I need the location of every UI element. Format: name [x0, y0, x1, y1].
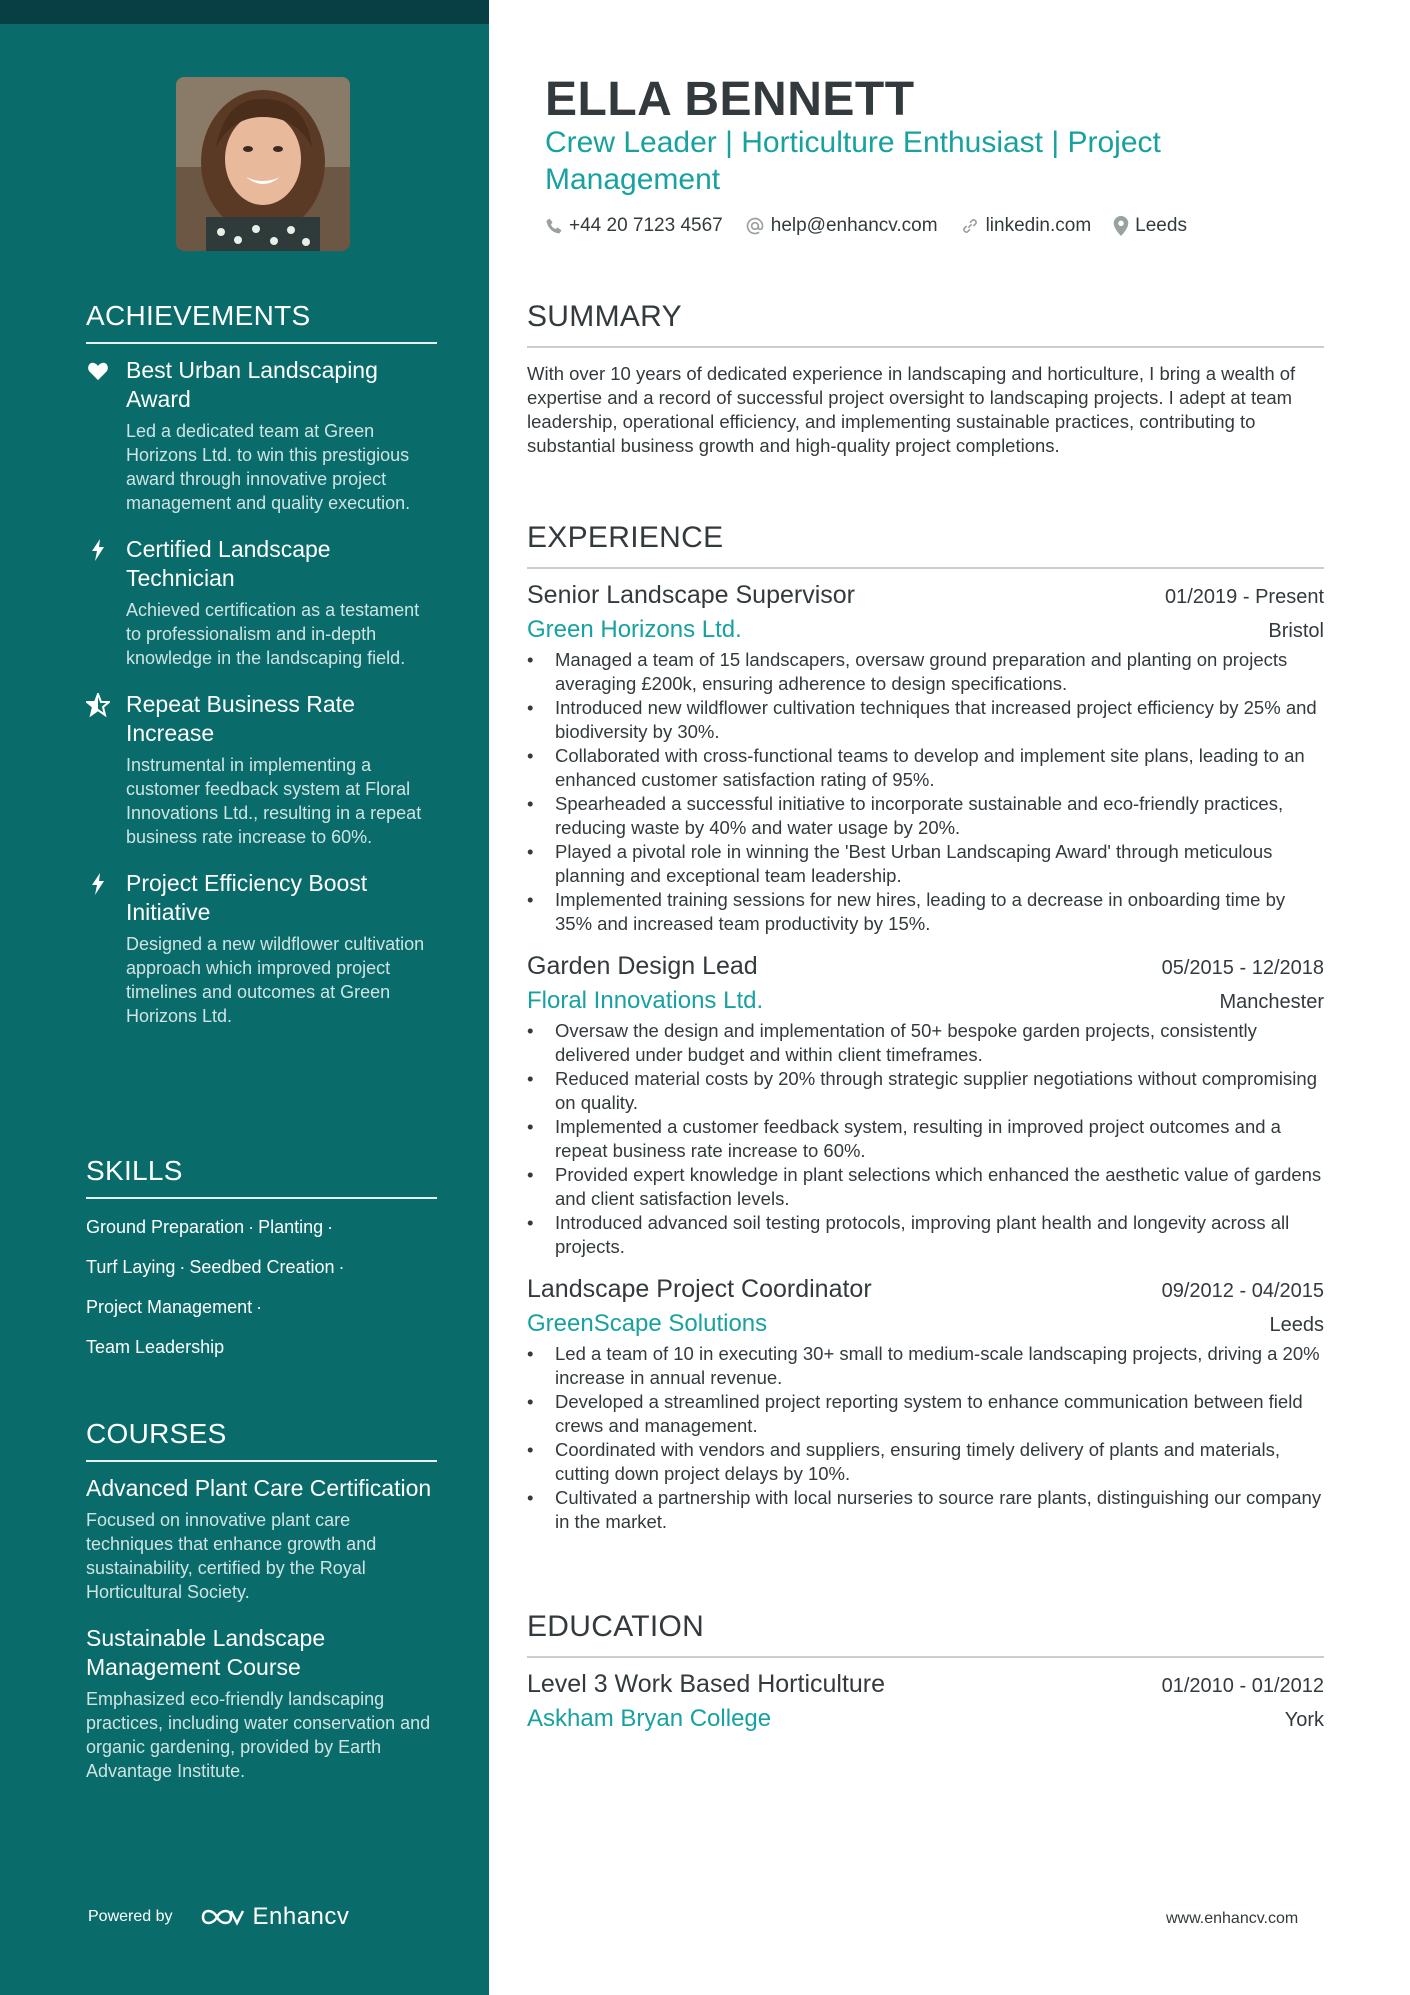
job-dates: 01/2019 - Present [1165, 586, 1324, 608]
candidate-tagline: Crew Leader | Horticulture Enthusiast | Project Management [545, 126, 1161, 196]
job-bullet: • Developed a streamlined project reporting system to enhance communication between field crews and management. [527, 1390, 1324, 1438]
job-subheader [527, 987, 1324, 1015]
sidebar-top-bar [0, 0, 489, 24]
job-dates: 09/2012 - 04/2015 [1161, 1280, 1324, 1302]
summary-section [527, 300, 1324, 458]
job-bullet: • Introduced new wildflower cultivation techniques that increased project efficiency by 25% and biodiversity by 30%. [527, 696, 1324, 744]
skill-tag: Seedbed Creation [189, 1257, 335, 1277]
education-subheader [527, 1705, 1324, 1733]
job-bullet: • Reduced material costs by 20% through strategic supplier negotiations without compromising on quality. [527, 1067, 1324, 1115]
lightning-icon [86, 538, 110, 562]
skill-tag: Project Management [86, 1297, 253, 1317]
enhancv-logo-icon [199, 1905, 245, 1929]
skill-row [86, 1215, 437, 1255]
course-item [86, 1474, 437, 1604]
skill-row [86, 1255, 437, 1295]
contact-email[interactable] [745, 215, 938, 237]
job-company: Green Horizons Ltd. [527, 616, 742, 643]
job-bullet: • Spearheaded a successful initiative to incorporate sustainable and eco-friendly practices, reducing waste by 40% and water usage by 20%. [527, 792, 1324, 840]
achievement-item [86, 356, 437, 515]
skills-section [86, 1155, 437, 1375]
skill-tag: Ground Preparation [86, 1217, 245, 1237]
achievement-title: Project Efficiency Boost Initiative [126, 870, 368, 925]
heart-icon [86, 359, 110, 383]
achievement-item [86, 535, 437, 670]
achievements-heading: ACHIEVEMENTS [86, 300, 437, 344]
job-bullet: • Led a team of 10 in executing 30+ small to medium-scale landscaping projects, driving a 20% increase in annual revenue. [527, 1342, 1324, 1390]
job-company: GreenScape Solutions [527, 1310, 768, 1337]
skills-list [86, 1215, 437, 1375]
achievement-item [86, 869, 437, 1028]
email-text: help@enhancv.com [770, 215, 938, 236]
achievement-description: Designed a new wildflower cultivation approach which improved project timelines and outcomes at Green Horizons Ltd. [126, 934, 425, 1026]
skill-row [86, 1295, 437, 1335]
job-subheader [527, 616, 1324, 644]
courses-section [86, 1418, 437, 1783]
achievement-item [86, 690, 437, 849]
job-bullets [527, 648, 1324, 936]
experience-section [527, 521, 1324, 1534]
education-degree: Level 3 Work Based Horticulture [527, 1670, 886, 1698]
job-header [527, 952, 1324, 981]
job-header [527, 1275, 1324, 1304]
skills-heading: SKILLS [86, 1155, 437, 1199]
phone-text: +44 20 7123 4567 [569, 215, 723, 236]
education-location: York [1284, 1709, 1324, 1731]
link-icon [960, 216, 980, 236]
skill-row [86, 1335, 437, 1375]
skill-separator: · [338, 1257, 345, 1277]
skill-separator: · [248, 1217, 255, 1237]
education-header [527, 1670, 1324, 1699]
job-bullet: • Collaborated with cross-functional teams to develop and implement site plans, leading to an enhanced customer satisfaction rating of 95%. [527, 744, 1324, 792]
skill-tag: Planting [258, 1217, 324, 1237]
job-bullets [527, 1342, 1324, 1534]
skill-separator: · [256, 1297, 263, 1317]
summary-text: With over 10 years of dedicated experience in landscaping and horticulture, I bring a wealth of expertise and a record of successful project oversight to landscaping projects. I adept at team leadership, operational efficiency, and implementing sustainable practices, contributing to substantial business growth and high-quality project completions. [527, 363, 1296, 456]
achievement-description: Instrumental in implementing a customer feedback system at Floral Innovations Ltd., resulting in a repeat business rate increase to 60%. [126, 755, 422, 847]
experience-heading: EXPERIENCE [527, 521, 1324, 569]
candidate-name: ELLA BENNETT [545, 73, 915, 126]
job-subheader [527, 1310, 1324, 1338]
job-bullet: • Introduced advanced soil testing protocols, improving plant health and longevity across all projects. [527, 1211, 1324, 1259]
skill-separator: · [179, 1257, 186, 1277]
courses-heading: COURSES [86, 1418, 437, 1462]
course-description: Focused on innovative plant care techniques that enhance growth and sustainability, certified by the Royal Horticultural Society. [86, 1510, 377, 1602]
job-company: Floral Innovations Ltd. [527, 987, 764, 1014]
job-location: Bristol [1268, 620, 1324, 642]
at-icon [745, 216, 765, 236]
job-bullet: • Implemented training sessions for new hires, leading to a decrease in onboarding time by 35% and increased team productivity by 15%. [527, 888, 1324, 936]
job-bullet: • Played a pivotal role in winning the 'Best Urban Landscaping Award' through meticulous planning and exceptional team leadership. [527, 840, 1324, 888]
education-dates: 01/2010 - 01/2012 [1161, 1675, 1324, 1697]
contact-phone[interactable] [545, 215, 723, 237]
education-school: Askham Bryan College [527, 1705, 772, 1732]
powered-by [88, 1903, 349, 1931]
star-icon [86, 693, 110, 717]
job-header [527, 581, 1324, 610]
skill-tag: Turf Laying [86, 1257, 176, 1277]
linkedin-text: linkedin.com [985, 215, 1092, 236]
course-description: Emphasized eco-friendly landscaping practices, including water conservation and organic gardening, provided by Earth Advantage Institute. [86, 1689, 431, 1781]
job-bullet: • Oversaw the design and implementation of 50+ bespoke garden projects, consistently delivered under budget and within client timeframes. [527, 1019, 1324, 1067]
sidebar [0, 0, 489, 1995]
location-text: Leeds [1135, 215, 1187, 236]
education-entry [527, 1670, 1324, 1733]
enhancv-logo[interactable] [199, 1903, 350, 1931]
job-bullets [527, 1019, 1324, 1259]
job-entry [527, 581, 1324, 936]
footer-url[interactable]: www.enhancv.com [1166, 1910, 1299, 1927]
job-title: Senior Landscape Supervisor [527, 581, 855, 609]
skill-tag: Team Leadership [86, 1337, 225, 1357]
contact-bar [545, 215, 1209, 237]
job-bullet: • Implemented a customer feedback system, resulting in improved project outcomes and a repeat business rate increase to 60%. [527, 1115, 1324, 1163]
phone-icon [545, 217, 563, 235]
location-pin-icon [1113, 216, 1129, 236]
lightning-icon [86, 872, 110, 896]
job-dates: 05/2015 - 12/2018 [1161, 957, 1324, 979]
job-title: Landscape Project Coordinator [527, 1275, 872, 1303]
job-bullet: • Coordinated with vendors and suppliers, ensuring timely delivery of plants and materials, cutting down project delays by 10%. [527, 1438, 1324, 1486]
contact-linkedin[interactable] [960, 215, 1092, 237]
job-title: Garden Design Lead [527, 952, 758, 980]
achievement-description: Led a dedicated team at Green Horizons Ltd. to win this prestigious award through innovative project management and quality execution. [126, 421, 411, 513]
achievement-title: Certified Landscape Technician [126, 536, 331, 591]
brand-name: Enhancv [252, 1903, 350, 1930]
achievement-title: Repeat Business Rate Increase [126, 691, 355, 746]
course-title: Sustainable Landscape Management Course [86, 1625, 326, 1680]
education-heading: EDUCATION [527, 1610, 1324, 1658]
contact-location [1113, 215, 1187, 237]
job-bullet: • Provided expert knowledge in plant selections which enhanced the aesthetic value of gardens and client satisfaction levels. [527, 1163, 1324, 1211]
job-bullet: • Cultivated a partnership with local nurseries to source rare plants, distinguishing our company in the market. [527, 1486, 1324, 1534]
course-title: Advanced Plant Care Certification [86, 1475, 432, 1501]
profile-photo [176, 77, 350, 251]
powered-by-label: Powered by [88, 1908, 173, 1925]
job-location: Leeds [1269, 1314, 1324, 1336]
achievements-section [86, 300, 437, 1028]
job-location: Manchester [1219, 991, 1324, 1013]
achievement-title: Best Urban Landscaping Award [126, 357, 378, 412]
skill-separator: · [327, 1217, 334, 1237]
course-item [86, 1624, 437, 1783]
job-bullet: • Managed a team of 15 landscapers, oversaw ground preparation and planting on projects averaging £200k, ensuring adherence to design specifications. [527, 648, 1324, 696]
summary-heading: SUMMARY [527, 300, 1324, 348]
achievement-description: Achieved certification as a testament to professionalism and in-depth knowledge in the landscaping field. [126, 600, 420, 668]
job-entry [527, 952, 1324, 1259]
education-section [527, 1610, 1324, 1733]
job-entry [527, 1275, 1324, 1534]
